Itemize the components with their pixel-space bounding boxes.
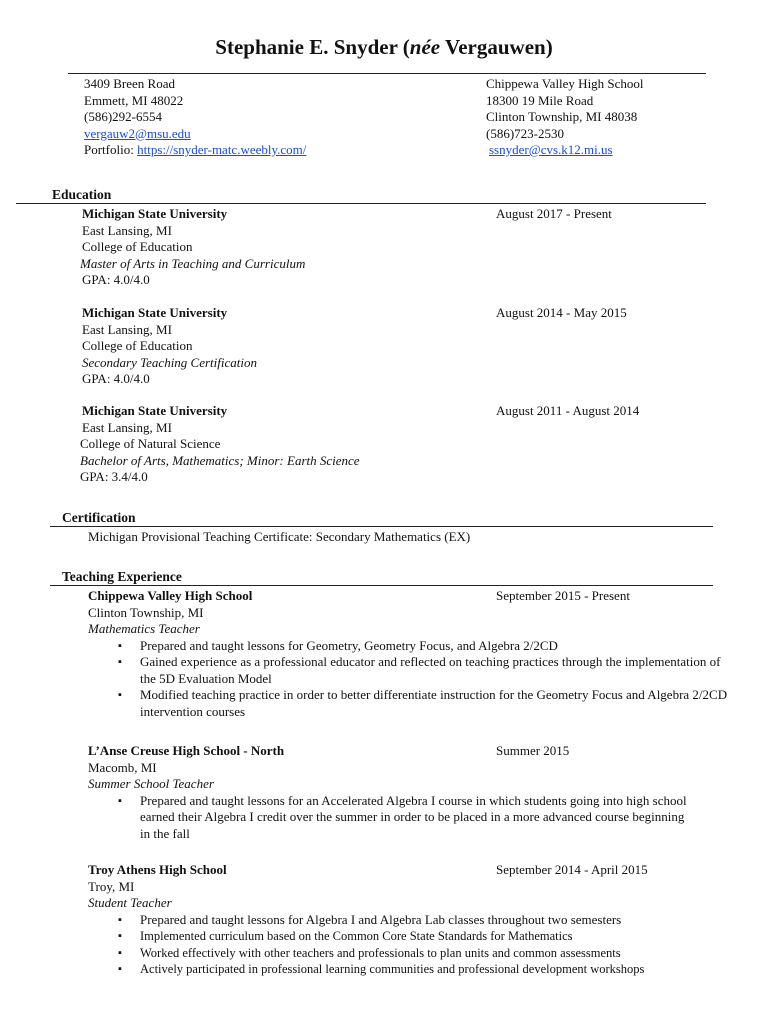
degree: Bachelor of Arts, Mathematics; Minor: Earth Science (80, 452, 360, 468)
name-italic: née (409, 35, 441, 59)
work-phone: (586)723-2530 (486, 125, 564, 141)
work-email-link[interactable]: ssnyder@cvs.k12.mi.us (489, 142, 613, 157)
degree: Master of Arts in Teaching and Curriculum (80, 255, 306, 271)
date-range: August 2017 - Present (496, 206, 612, 221)
location: Troy, MI (88, 878, 135, 894)
certification-text: Michigan Provisional Teaching Certificate: Secondary Mathematics (EX) (88, 529, 471, 544)
work-city: Clinton Township, MI 48038 (486, 109, 638, 124)
duty-item: ▪ Modified teaching practice in order to better differentiate instruction for the Geometry Focus and Algebra 2/2CD intervention courses (88, 687, 728, 720)
experience-entry (88, 743, 728, 842)
portfolio-link[interactable]: https://snyder-matc.weebly.com/ (137, 142, 307, 157)
date-range: August 2014 - May 2015 (496, 305, 627, 320)
date-range: Summer 2015 (496, 743, 570, 758)
school-name: Troy Athens High School (88, 862, 227, 877)
gpa: GPA: 4.0/4.0 (82, 371, 150, 386)
home-street: 3409 Breen Road (84, 76, 175, 91)
location: East Lansing, MI (82, 222, 172, 238)
experience-entry (88, 862, 728, 978)
school-name: Chippewa Valley High School (88, 588, 253, 603)
personal-email-link[interactable]: vergauw2@msu.edu (84, 125, 191, 141)
education-heading: Education (52, 187, 112, 202)
school-name: Michigan State University (82, 403, 228, 418)
location: East Lansing, MI (82, 321, 172, 337)
experience-entry (88, 588, 728, 720)
home-phone: (586)292-6554 (84, 109, 162, 124)
name-last: Vergauwen) (440, 35, 553, 59)
duty-list (88, 912, 728, 978)
gpa: GPA: 3.4/4.0 (80, 469, 148, 484)
education-rule (16, 203, 706, 204)
duty-item: ▪ Worked effectively with other teachers and professionals to plan units and common assessments (88, 945, 728, 962)
college: College of Education (82, 338, 193, 353)
school-name: Michigan State University (82, 206, 228, 221)
school-name: Michigan State University (82, 305, 228, 320)
location: Clinton Township, MI (88, 604, 204, 620)
experience-heading: Teaching Experience (62, 569, 182, 584)
work-street: 18300 19 Mile Road (486, 92, 594, 108)
role: Mathematics Teacher (88, 621, 200, 636)
header-rule (68, 73, 706, 74)
education-entry (82, 403, 722, 486)
contact-left (84, 76, 306, 159)
contact-right (486, 76, 644, 159)
certification-heading: Certification (62, 510, 136, 525)
home-city: Emmett, MI 48022 (84, 92, 184, 108)
duty-item: ▪ Actively participated in professional learning communities and professional development workshops (88, 961, 728, 978)
portfolio-label: Portfolio: (84, 142, 138, 157)
work-school: Chippewa Valley High School (486, 76, 644, 91)
duty-item: ▪ Prepared and taught lessons for an Accelerated Algebra I course in which students going into high school earned their Algebra I credit over the summer in order to be placed in a more advanced course beginning in the fall (88, 793, 688, 843)
duty-item: ▪ Prepared and taught lessons for Geometry, Geometry Focus, and Algebra 2/2CD (88, 638, 728, 655)
education-entry (82, 305, 722, 388)
location: Macomb, MI (88, 759, 157, 775)
role: Student Teacher (88, 895, 172, 910)
certification-rule (50, 526, 713, 527)
education-entry (82, 206, 722, 289)
experience-rule (50, 585, 713, 586)
name-first: Stephanie E. Snyder ( (215, 35, 410, 59)
duty-item: ▪ Implemented curriculum based on the Common Core State Standards for Mathematics (88, 928, 728, 945)
gpa: GPA: 4.0/4.0 (82, 272, 150, 287)
resume-name (0, 34, 768, 60)
duty-list (88, 638, 728, 721)
degree: Secondary Teaching Certification (82, 354, 257, 370)
date-range: September 2015 - Present (496, 588, 630, 603)
date-range: August 2011 - August 2014 (496, 403, 640, 418)
role: Summer School Teacher (88, 776, 214, 791)
school-name: L’Anse Creuse High School - North (88, 743, 285, 758)
duty-item: ▪ Prepared and taught lessons for Algebra I and Algebra Lab classes throughout two semesters (88, 912, 728, 929)
duty-list (88, 793, 688, 843)
date-range: September 2014 - April 2015 (496, 862, 648, 877)
college: College of Natural Science (80, 436, 221, 451)
location: East Lansing, MI (82, 419, 172, 435)
duty-item: ▪ Gained experience as a professional educator and reflected on teaching practices through the implementation of the 5D Evaluation Model (88, 654, 728, 687)
college: College of Education (82, 239, 193, 254)
